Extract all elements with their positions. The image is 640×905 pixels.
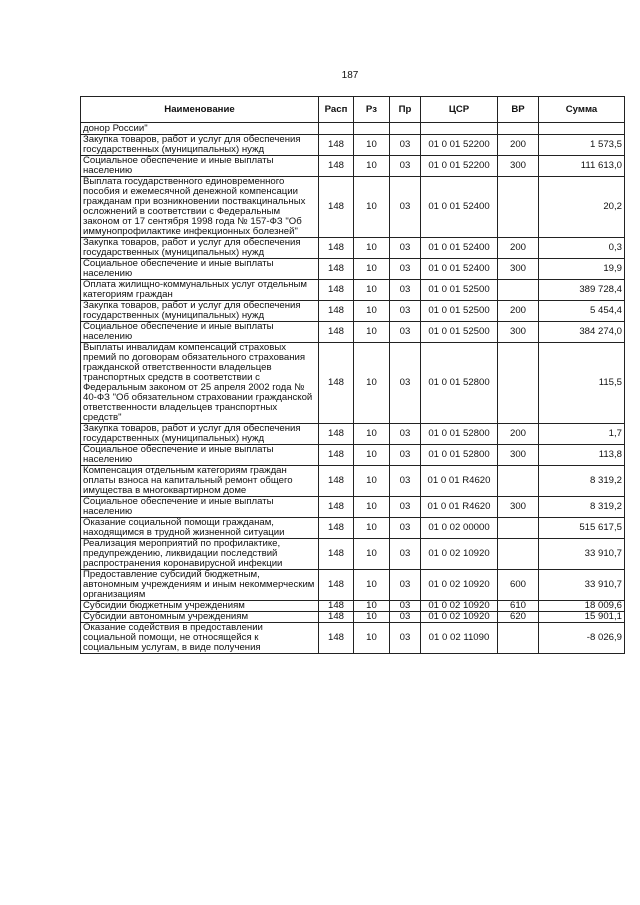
table-row xyxy=(81,424,625,445)
cell-pr: 03 xyxy=(390,135,421,156)
cell-rz: 10 xyxy=(354,497,390,518)
cell-pr: 03 xyxy=(390,570,421,601)
cell-csr: 01 0 01 52400 xyxy=(421,177,498,238)
header-sum: Сумма xyxy=(539,97,625,123)
cell-vr: 300 xyxy=(498,322,539,343)
cell-pr: 03 xyxy=(390,343,421,424)
cell-vr: 300 xyxy=(498,259,539,280)
cell-csr: 01 0 02 10920 xyxy=(421,601,498,612)
cell-rasp xyxy=(319,123,354,135)
cell-vr: 620 xyxy=(498,612,539,623)
table-row xyxy=(81,466,625,497)
cell-csr: 01 0 02 10920 xyxy=(421,539,498,570)
cell-name: Закупка товаров, работ и услуг для обеспечения государственных (муниципальных) нужд xyxy=(81,238,319,259)
cell-pr xyxy=(390,123,421,135)
cell-vr xyxy=(498,623,539,654)
cell-csr: 01 0 01 52400 xyxy=(421,238,498,259)
cell-rasp: 148 xyxy=(319,466,354,497)
table-row xyxy=(81,570,625,601)
cell-csr: 01 0 01 52500 xyxy=(421,322,498,343)
cell-rasp: 148 xyxy=(319,424,354,445)
cell-sum: 33 910,7 xyxy=(539,539,625,570)
cell-vr xyxy=(498,539,539,570)
cell-name: Социальное обеспечение и иные выплаты населению xyxy=(81,322,319,343)
cell-rasp: 148 xyxy=(319,177,354,238)
cell-rz: 10 xyxy=(354,322,390,343)
cell-vr: 610 xyxy=(498,601,539,612)
cell-rz: 10 xyxy=(354,135,390,156)
table-header-row xyxy=(81,97,625,123)
cell-rasp: 148 xyxy=(319,135,354,156)
cell-csr: 01 0 01 52500 xyxy=(421,280,498,301)
cell-name: Оказание содействия в предоставлении социальной помощи, не относящейся к социальным услугам, в виде получения xyxy=(81,623,319,654)
table-row xyxy=(81,135,625,156)
cell-sum: 384 274,0 xyxy=(539,322,625,343)
cell-vr: 300 xyxy=(498,445,539,466)
cell-name: Социальное обеспечение и иные выплаты населению xyxy=(81,445,319,466)
cell-rz: 10 xyxy=(354,601,390,612)
cell-name: Реализация мероприятий по профилактике, предупреждению, ликвидации последствий распространения коронавирусной инфекции xyxy=(81,539,319,570)
cell-sum: 1,7 xyxy=(539,424,625,445)
cell-csr: 01 0 01 R4620 xyxy=(421,466,498,497)
header-name: Наименование xyxy=(81,97,319,123)
cell-pr: 03 xyxy=(390,280,421,301)
cell-name: Выплаты инвалидам компенсаций страховых премий по договорам обязательного страхования гражданской ответственности владельцев транспортных средств в соответствии с Федеральным законом от 25 апреля 2002 года № 40-ФЗ "Об обязательном страховании гражданской ответственности владельцев транспортных средств" xyxy=(81,343,319,424)
cell-rasp: 148 xyxy=(319,612,354,623)
cell-pr: 03 xyxy=(390,612,421,623)
cell-sum: 0,3 xyxy=(539,238,625,259)
table-row xyxy=(81,177,625,238)
cell-rasp: 148 xyxy=(319,623,354,654)
cell-rz: 10 xyxy=(354,259,390,280)
cell-csr: 01 0 02 11090 xyxy=(421,623,498,654)
cell-sum: 8 319,2 xyxy=(539,466,625,497)
cell-rz: 10 xyxy=(354,623,390,654)
cell-sum: -8 026,9 xyxy=(539,623,625,654)
cell-csr xyxy=(421,123,498,135)
cell-pr: 03 xyxy=(390,424,421,445)
cell-rz: 10 xyxy=(354,238,390,259)
cell-name: Оказание социальной помощи гражданам, находящимся в трудной жизненной ситуации xyxy=(81,518,319,539)
cell-sum: 113,8 xyxy=(539,445,625,466)
cell-rz: 10 xyxy=(354,445,390,466)
header-vr: ВР xyxy=(498,97,539,123)
cell-pr: 03 xyxy=(390,539,421,570)
table-row xyxy=(81,259,625,280)
cell-rasp: 148 xyxy=(319,570,354,601)
cell-sum: 19,9 xyxy=(539,259,625,280)
cell-csr: 01 0 01 52400 xyxy=(421,259,498,280)
budget-table xyxy=(80,96,625,654)
table-row xyxy=(81,623,625,654)
cell-sum: 20,2 xyxy=(539,177,625,238)
table-row xyxy=(81,445,625,466)
cell-name: Оплата жилищно-коммунальных услуг отдельным категориям граждан xyxy=(81,280,319,301)
table-row xyxy=(81,539,625,570)
cell-sum: 15 901,1 xyxy=(539,612,625,623)
cell-name: Компенсация отдельным категориям граждан оплаты взноса на капитальный ремонт общего имущества в многоквартирном доме xyxy=(81,466,319,497)
cell-rasp: 148 xyxy=(319,518,354,539)
cell-pr: 03 xyxy=(390,156,421,177)
cell-rz: 10 xyxy=(354,280,390,301)
cell-rasp: 148 xyxy=(319,497,354,518)
page-number: 187 xyxy=(341,70,359,81)
table-row xyxy=(81,518,625,539)
table-row xyxy=(81,123,625,135)
cell-rasp: 148 xyxy=(319,322,354,343)
cell-vr xyxy=(498,123,539,135)
cell-rz xyxy=(354,123,390,135)
table-row xyxy=(81,322,625,343)
cell-name: донор России" xyxy=(81,123,319,135)
cell-sum: 111 613,0 xyxy=(539,156,625,177)
cell-sum xyxy=(539,123,625,135)
cell-rz: 10 xyxy=(354,539,390,570)
cell-rasp: 148 xyxy=(319,445,354,466)
cell-csr: 01 0 02 10920 xyxy=(421,612,498,623)
cell-rz: 10 xyxy=(354,466,390,497)
cell-rz: 10 xyxy=(354,156,390,177)
cell-sum: 33 910,7 xyxy=(539,570,625,601)
cell-rz: 10 xyxy=(354,612,390,623)
cell-name: Субсидии автономным учреждениям xyxy=(81,612,319,623)
cell-csr: 01 0 01 R4620 xyxy=(421,497,498,518)
cell-rz: 10 xyxy=(354,518,390,539)
cell-csr: 01 0 01 52800 xyxy=(421,445,498,466)
table-row xyxy=(81,238,625,259)
cell-rasp: 148 xyxy=(319,238,354,259)
cell-vr xyxy=(498,177,539,238)
cell-pr: 03 xyxy=(390,445,421,466)
cell-pr: 03 xyxy=(390,466,421,497)
cell-name: Закупка товаров, работ и услуг для обеспечения государственных (муниципальных) нужд xyxy=(81,135,319,156)
cell-sum: 389 728,4 xyxy=(539,280,625,301)
cell-vr xyxy=(498,280,539,301)
cell-name: Закупка товаров, работ и услуг для обеспечения государственных (муниципальных) нужд xyxy=(81,301,319,322)
cell-pr: 03 xyxy=(390,623,421,654)
cell-sum: 5 454,4 xyxy=(539,301,625,322)
cell-name: Предоставление субсидий бюджетным, автономным учреждениям и иным некоммерческим организациям xyxy=(81,570,319,601)
cell-csr: 01 0 01 52500 xyxy=(421,301,498,322)
table-row xyxy=(81,301,625,322)
cell-vr: 200 xyxy=(498,424,539,445)
cell-csr: 01 0 02 10920 xyxy=(421,570,498,601)
cell-name: Закупка товаров, работ и услуг для обеспечения государственных (муниципальных) нужд xyxy=(81,424,319,445)
cell-rz: 10 xyxy=(354,177,390,238)
cell-rasp: 148 xyxy=(319,301,354,322)
cell-vr: 200 xyxy=(498,135,539,156)
cell-sum: 1 573,5 xyxy=(539,135,625,156)
cell-pr: 03 xyxy=(390,322,421,343)
cell-name: Социальное обеспечение и иные выплаты населению xyxy=(81,156,319,177)
cell-name: Выплата государственного единовременного пособия и ежемесячной денежной компенсации гражданам при возникновении поствакцинальных осложнений в соответствии с Федеральным законом от 17 сентября 1998 года № 157-ФЗ "Об иммунопрофилактике инфекционных болезней" xyxy=(81,177,319,238)
table-row xyxy=(81,156,625,177)
cell-rasp: 148 xyxy=(319,280,354,301)
cell-pr: 03 xyxy=(390,301,421,322)
table-row xyxy=(81,280,625,301)
cell-sum: 515 617,5 xyxy=(539,518,625,539)
cell-vr xyxy=(498,466,539,497)
cell-vr xyxy=(498,343,539,424)
table-row xyxy=(81,601,625,612)
table-row xyxy=(81,612,625,623)
cell-vr: 300 xyxy=(498,497,539,518)
cell-csr: 01 0 01 52800 xyxy=(421,424,498,445)
cell-csr: 01 0 01 52200 xyxy=(421,156,498,177)
cell-vr: 300 xyxy=(498,156,539,177)
cell-vr: 200 xyxy=(498,238,539,259)
header-rz: Рз xyxy=(354,97,390,123)
table-row xyxy=(81,497,625,518)
cell-rasp: 148 xyxy=(319,539,354,570)
cell-name: Социальное обеспечение и иные выплаты населению xyxy=(81,259,319,280)
cell-rz: 10 xyxy=(354,424,390,445)
cell-pr: 03 xyxy=(390,497,421,518)
cell-vr: 600 xyxy=(498,570,539,601)
header-rasp: Расп xyxy=(319,97,354,123)
cell-sum: 8 319,2 xyxy=(539,497,625,518)
cell-pr: 03 xyxy=(390,177,421,238)
cell-csr: 01 0 01 52200 xyxy=(421,135,498,156)
cell-csr: 01 0 01 52800 xyxy=(421,343,498,424)
cell-pr: 03 xyxy=(390,238,421,259)
cell-pr: 03 xyxy=(390,601,421,612)
cell-rz: 10 xyxy=(354,570,390,601)
header-pr: Пр xyxy=(390,97,421,123)
cell-rasp: 148 xyxy=(319,601,354,612)
cell-csr: 01 0 02 00000 xyxy=(421,518,498,539)
cell-vr xyxy=(498,518,539,539)
cell-vr: 200 xyxy=(498,301,539,322)
cell-rasp: 148 xyxy=(319,156,354,177)
table-row xyxy=(81,343,625,424)
cell-sum: 18 009,6 xyxy=(539,601,625,612)
cell-rasp: 148 xyxy=(319,259,354,280)
cell-name: Субсидии бюджетным учреждениям xyxy=(81,601,319,612)
cell-sum: 115,5 xyxy=(539,343,625,424)
cell-pr: 03 xyxy=(390,518,421,539)
header-csr: ЦСР xyxy=(421,97,498,123)
cell-name: Социальное обеспечение и иные выплаты населению xyxy=(81,497,319,518)
cell-rz: 10 xyxy=(354,343,390,424)
cell-rz: 10 xyxy=(354,301,390,322)
cell-pr: 03 xyxy=(390,259,421,280)
cell-rasp: 148 xyxy=(319,343,354,424)
